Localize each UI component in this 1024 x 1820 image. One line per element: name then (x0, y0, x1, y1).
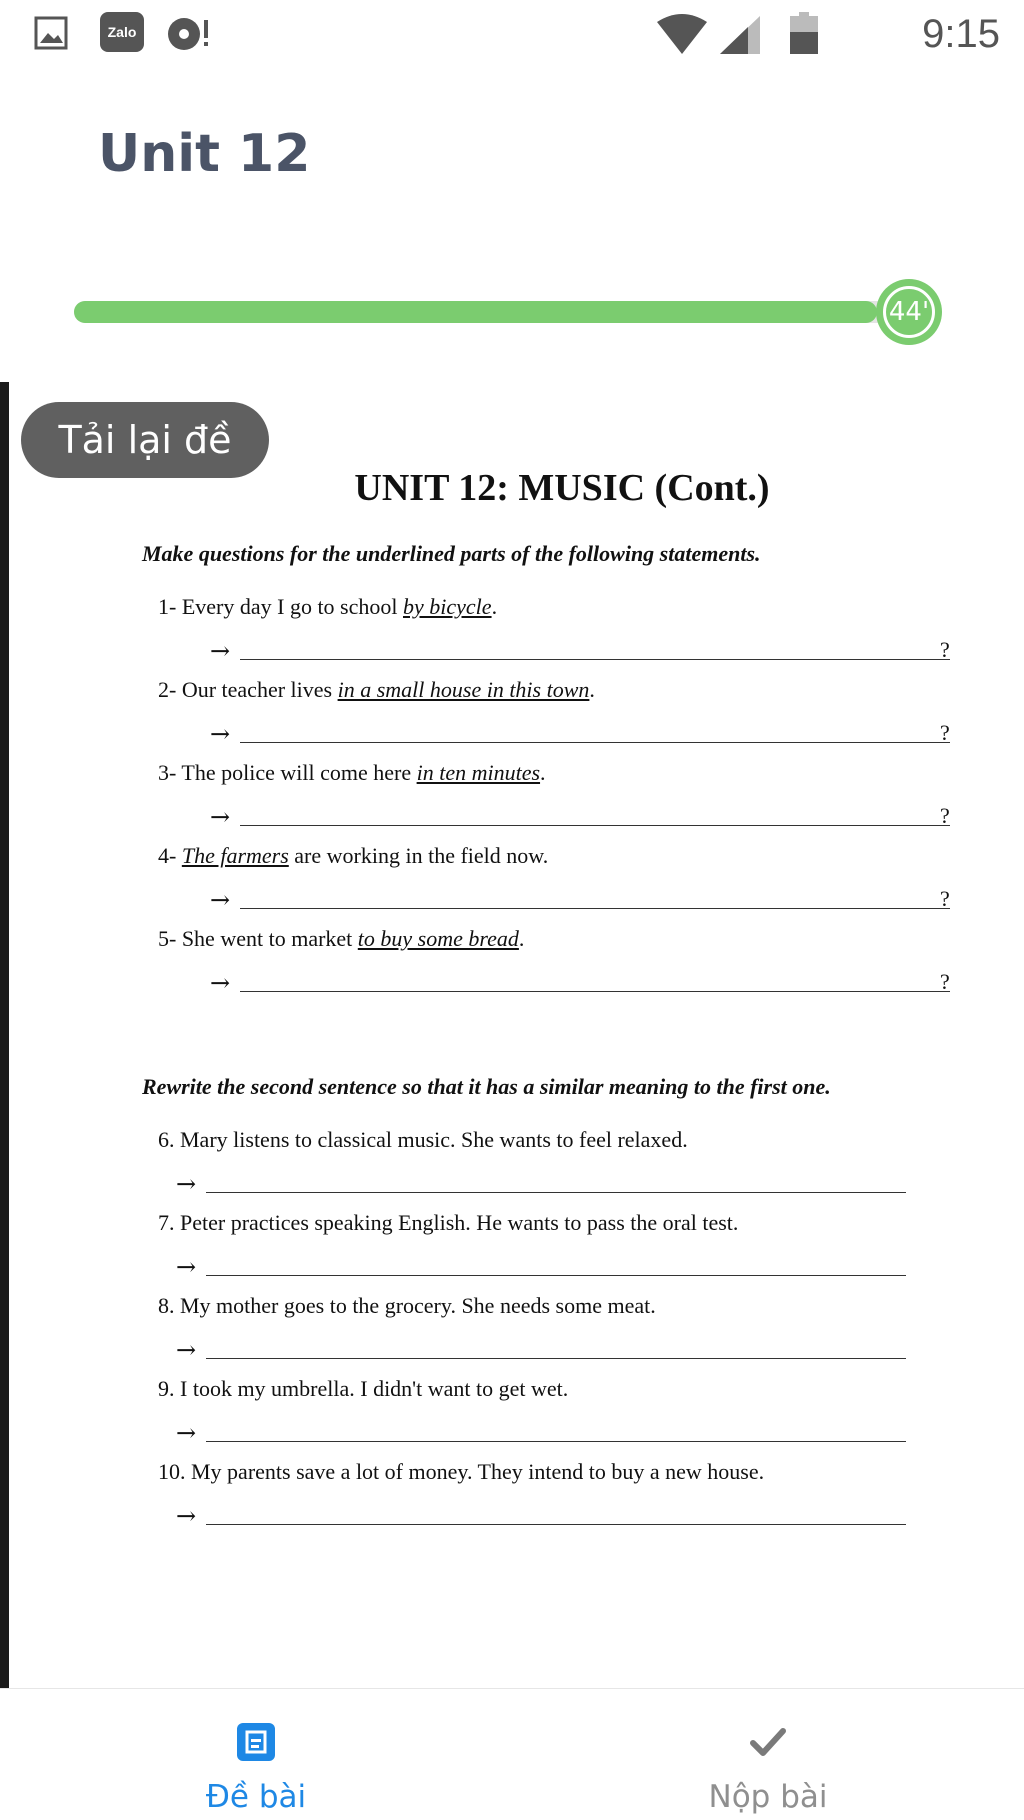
answer-line[interactable] (176, 1336, 916, 1366)
arrow-icon: → (210, 637, 231, 665)
page-title: Unit 12 (98, 124, 311, 184)
question-mark: ? (940, 969, 950, 994)
answer-line[interactable] (176, 1170, 916, 1200)
rewrite-item: 7. Peter practices speaking English. He wants to pass the oral test. (158, 1210, 739, 1235)
arrow-icon: → (176, 1170, 197, 1198)
arrow-icon: → (210, 803, 231, 831)
document-icon (235, 1721, 277, 1763)
arrow-icon: → (176, 1502, 197, 1530)
question-item: 1- Every day I go to school by bicycle. (158, 594, 498, 619)
underlined-part: by bicycle (403, 594, 492, 619)
status-time: 9:15 (922, 12, 1000, 56)
question-mark: ? (940, 803, 950, 828)
tab-exercise-label: Đề bài (205, 1779, 307, 1815)
tab-submit[interactable] (512, 1689, 1024, 1820)
answer-line[interactable] (210, 803, 960, 833)
worksheet-title: UNIT 12: MUSIC (Cont.) (354, 467, 770, 509)
question-mark: ? (940, 720, 950, 745)
reload-exam-button[interactable]: Tải lại đề (21, 402, 269, 478)
question-item: 2- Our teacher lives in a small house in this town. (158, 677, 595, 702)
question-item: 3- The police will come here in ten minutes. (158, 760, 546, 785)
answer-line[interactable] (210, 637, 960, 667)
answer-line[interactable] (176, 1502, 916, 1532)
question-mark: ? (940, 637, 950, 662)
answer-line[interactable] (176, 1419, 916, 1449)
tab-submit-label: Nộp bài (708, 1779, 828, 1815)
section2-instruction: Rewrite the second sentence so that it has a similar meaning to the first one. (142, 1074, 831, 1099)
answer-line[interactable] (210, 886, 960, 916)
tab-exercise[interactable] (0, 1689, 512, 1820)
question-item: 4- The farmers are working in the field now. (158, 843, 549, 868)
rewrite-item: 6. Mary listens to classical music. She wants to feel relaxed. (158, 1127, 688, 1152)
question-mark: ? (940, 886, 950, 911)
arrow-icon: → (176, 1253, 197, 1281)
arrow-icon: → (210, 886, 231, 914)
rewrite-item: 9. I took my umbrella. I didn't want to get wet. (158, 1376, 569, 1401)
timer-label: 44' (883, 286, 935, 338)
rewrite-item: 8. My mother goes to the grocery. She needs some meat. (158, 1293, 656, 1318)
arrow-icon: → (176, 1419, 197, 1447)
answer-line[interactable] (176, 1253, 916, 1283)
question-item: 5- She went to market to buy some bread. (158, 926, 525, 951)
underlined-part: The farmers (181, 843, 289, 868)
checkmark-icon (747, 1721, 789, 1763)
arrow-icon: → (210, 720, 231, 748)
bottom-nav (0, 1688, 1024, 1820)
arrow-icon: → (210, 969, 231, 997)
section1-instruction: Make questions for the underlined parts of the following statements. (142, 541, 761, 566)
arrow-icon: → (176, 1336, 197, 1364)
underlined-part: to buy some bread (357, 926, 519, 951)
rewrite-item: 10. My parents save a lot of money. They intend to buy a new house. (158, 1459, 765, 1484)
answer-line[interactable] (210, 720, 960, 750)
zalo-icon: Zalo (100, 12, 144, 52)
underlined-part: in ten minutes (416, 760, 541, 785)
answer-line[interactable] (210, 969, 960, 999)
underlined-part: in a small house in this town (337, 677, 590, 702)
